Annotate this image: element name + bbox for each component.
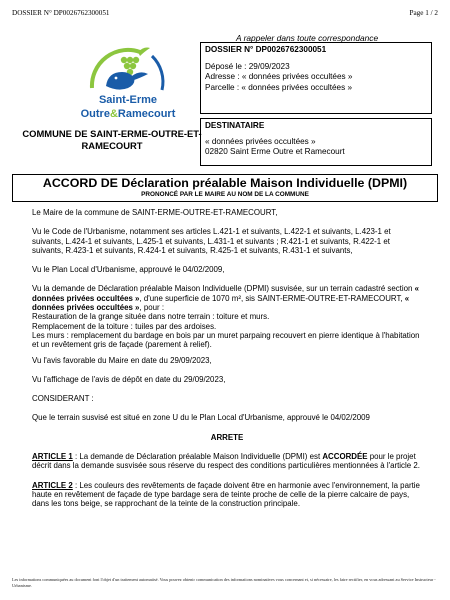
destinataire-title: DESTINATAIRE [205,121,265,130]
paragraph-affichage: Vu l'affichage de l'avis de dépôt en date du 29/09/2023, [32,374,226,384]
paragraph-considerant: CONSIDERANT : [32,394,94,404]
dossier-box-title: DOSSIER N° DP0026762300051 [205,45,327,54]
depose-date: Déposé le : 29/09/2023 [205,61,290,71]
rappel-note: A rappeler dans toute correspondance [236,33,379,43]
document-body [32,208,422,519]
paragraph-demande: Vu la demande de Déclaration préalable Maison Individuelle (DPMI) susvisée, sur un terrain cadastré section « données privées occultées », d'une superficie de 1070 m², sis SAINT-ERME-OUTRE-ET-RAMECOURT, « données privées occultées », pour : Restauration de la grange située dans notre terrain : toiture et murs. Remplacement de la toiture : tuiles par des ardoises. Les murs : remplacement du bardage en bois par un muret parpaing recouvert en pierre identique à l'habitation et un revêtement gris de façade (parement à relief). [32,284,420,350]
destinataire-address: 02820 Saint Erme Outre et Ramecourt [205,147,345,157]
document-subtitle: PRONONCÉ PAR LE MAIRE AU NOM DE LA COMMUNE [141,191,309,198]
paragraph-code-urbanisme: Vu le Code de l'Urbanisme, notamment ses articles L.421-1 et suivants, L.422-1 et suivants, L.423-1 et suivants, L.424-1 et suivants, L.425-1 et suivants, L.431-1 et suivants ; R.421-1 et suivants, R.422-1 et suivants, R.423-1 et suivants, R.424-1 et suivants, R.425-1 et suivants, R.431-1 et suivants, [32,227,391,255]
arrete-heading: ARRETE [210,432,244,442]
article-2-label: ARTICLE 2 [32,480,73,490]
destinataire-name: « données privées occultées » [205,136,316,146]
dossier-box [200,42,432,114]
project-line-2: Remplacement de la toiture : tuiles par des ardoises. [32,321,217,331]
article-1: ARTICLE 1 : La demande de Déclaration préalable Maison Individuelle (DPMI) est ACCORDÉE pour le projet décrit dans la demande susvisée sous réserve du respect des conditions particulières mentionnées à l'article 2. [32,452,420,471]
project-line-1: Restauration de la grange située dans notre terrain : toiture et murs. [32,312,270,322]
paragraph-plu: Vu le Plan Local d'Urbanisme, approuvé le 04/02/2009, [32,265,225,275]
header-dossier-ref: DOSSIER N° DP0026762300051 [12,9,110,17]
project-line-3: Les murs : remplacement du bardage en bois par un muret parpaing recouvert en pierre identique à l'habitation et un revêtement gris de façade (parement à relief). [32,330,420,350]
commune-logo [78,42,178,124]
page-header [12,9,438,17]
svg-text:Outre&Ramecourt: Outre&Ramecourt [80,108,176,120]
title-box [12,174,438,202]
paragraph-avis-maire: Vu l'avis favorable du Maire en date du 29/09/2023, [32,355,212,365]
page-number: Page 1 / 2 [409,9,438,17]
article-1-label: ARTICLE 1 [32,452,73,462]
svg-text:Saint-Erme: Saint-Erme [98,94,158,106]
logo-emblem-icon [78,42,178,124]
destinataire-box [200,118,432,166]
footer-notice: Les informations communiquées au document font l'objet d'un traitement automatisé. Vous pouvez obtenir communication des informations nominatives vous concernant et, si nécessaire, les faire rectifier, en vous adressant au Service Instructeur - Urbanisme. [12,577,436,588]
article-2: ARTICLE 2 : Les couleurs des revêtements de façade doivent être en harmonie avec l'environnement, la partie haute en revêtement de façade de type bardage sera de teinte proche de celle de la pierre calcaire de pays, dans les tons beige, se rapprochant de la teinte de la construction principale. [32,480,420,509]
parcelle: Parcelle : « données privées occultées » [205,82,353,92]
document-title: ACCORD DE Déclaration préalable Maison Individuelle (DPMI) [42,176,408,190]
adresse: Adresse : « données privées occultées » [205,72,353,82]
commune-name: COMMUNE DE SAINT-ERME-OUTRE-ET-RAMECOURT [22,128,202,151]
paragraph-zone: Que le terrain susvisé est situé en zone U du le Plan Local d'Urbanisme, approuvé le 04/02/2009 [32,413,370,423]
paragraph-maire: Le Maire de la commune de SAINT-ERME-OUTRE-ET-RAMECOURT, [32,208,278,217]
